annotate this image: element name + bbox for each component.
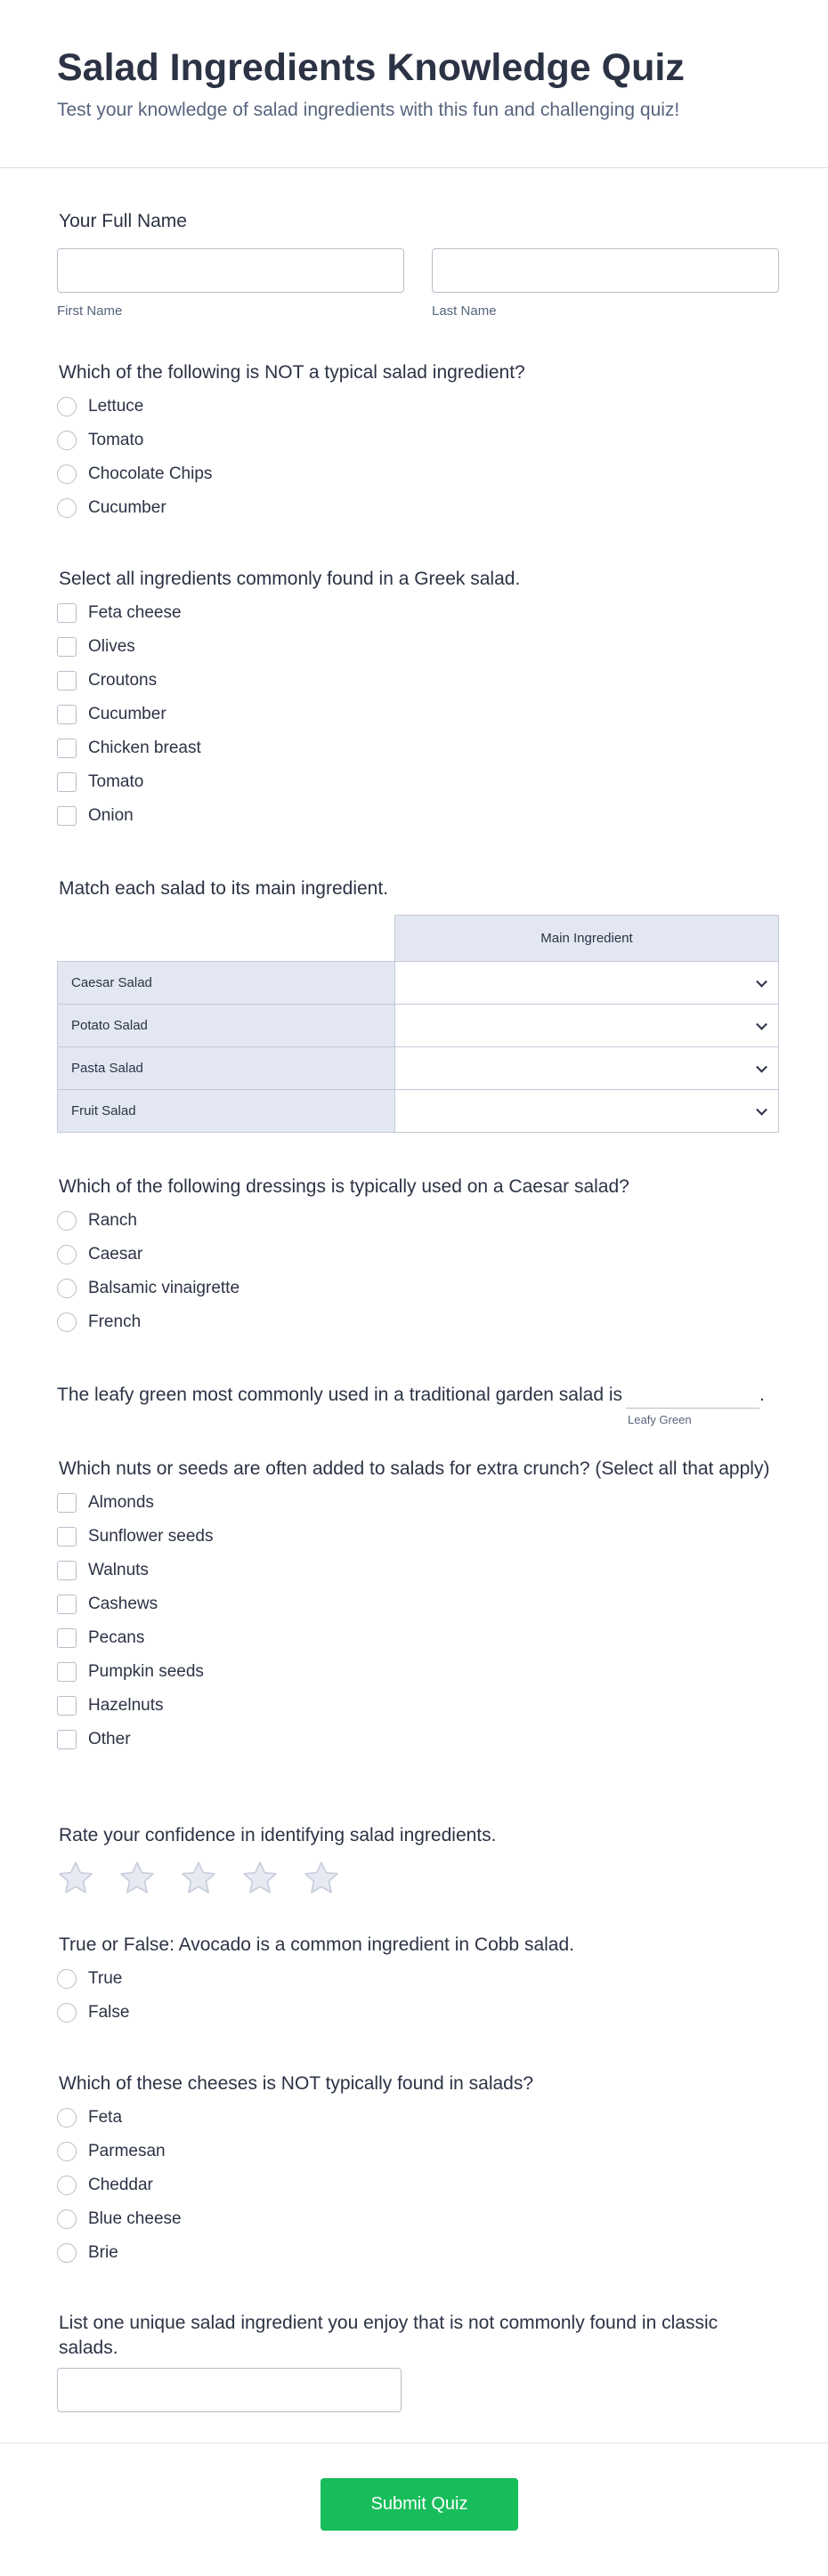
q9-question (59, 2071, 533, 2270)
q5-end: . (759, 1385, 765, 1405)
q5-fill-in-blank (57, 1385, 765, 1426)
matrix-row-label: Caesar Salad (58, 962, 395, 1005)
q10-text-input[interactable] (57, 2368, 402, 2412)
radio-button[interactable] (57, 431, 77, 450)
q5-text: The leafy green most commonly used in a traditional garden salad is (57, 1385, 623, 1405)
last-name-sublabel: Last Name (432, 303, 497, 319)
radio-button[interactable] (57, 498, 77, 518)
q9-option[interactable]: Brie (57, 2236, 533, 2270)
checkbox[interactable] (57, 671, 77, 690)
q6-option[interactable]: Hazelnuts (57, 1689, 771, 1723)
page-title: Salad Ingredients Knowledge Quiz (57, 46, 685, 89)
q8-option[interactable]: True (57, 1962, 574, 1996)
q2-question (59, 567, 520, 833)
q8-question (59, 1933, 574, 2030)
q4-option[interactable]: Balsamic vinaigrette (57, 1272, 629, 1305)
q2-option[interactable]: Tomato (57, 765, 520, 799)
radio-button[interactable] (57, 2142, 77, 2161)
q1-option[interactable]: Tomato (57, 424, 525, 457)
radio-button[interactable] (57, 1279, 77, 1298)
q9-option[interactable]: Blue cheese (57, 2202, 533, 2236)
radio-button[interactable] (57, 397, 77, 416)
first-name-input[interactable] (57, 248, 404, 293)
checkbox[interactable] (57, 1628, 77, 1648)
star-icon[interactable] (179, 1859, 218, 1898)
q2-label: Select all ingredients commonly found in a Greek salad. (59, 569, 521, 589)
full-name-label: Your Full Name (59, 211, 187, 231)
q2-option[interactable]: Croutons (57, 664, 520, 698)
q6-label: Which nuts or seeds are often added to salads for extra crunch? (Select all that apply) (59, 1458, 770, 1479)
checkbox[interactable] (57, 806, 77, 826)
q1-option[interactable]: Lettuce (57, 390, 525, 424)
star-icon[interactable] (240, 1859, 280, 1898)
q2-option[interactable]: Feta cheese (57, 596, 520, 630)
checkbox[interactable] (57, 1662, 77, 1682)
radio-button[interactable] (57, 2176, 77, 2195)
chevron-down-icon (756, 1103, 767, 1115)
form-header (0, 0, 828, 168)
q8-label: True or False: Avocado is a common ingredient in Cobb salad. (59, 1934, 574, 1955)
q6-question (59, 1457, 771, 1756)
checkbox[interactable] (57, 1696, 77, 1716)
matrix-row-label: Potato Salad (58, 1005, 395, 1047)
matrix-dropdown[interactable] (395, 962, 779, 1005)
q7-question (59, 1823, 496, 1898)
checkbox[interactable] (57, 1730, 77, 1749)
form-footer (0, 2443, 828, 2576)
q1-question (59, 360, 525, 525)
first-name-sublabel: First Name (57, 303, 123, 319)
radio-button[interactable] (57, 2003, 77, 2023)
q5-blank-input[interactable] (626, 1385, 759, 1426)
checkbox[interactable] (57, 603, 77, 623)
matrix-dropdown[interactable] (395, 1090, 779, 1133)
matrix-column-header: Main Ingredient (395, 916, 779, 962)
radio-button[interactable] (57, 1211, 77, 1231)
checkbox[interactable] (57, 739, 77, 758)
q2-option[interactable]: Onion (57, 799, 520, 833)
radio-button[interactable] (57, 464, 77, 484)
q5-blank-sublabel: Leafy Green (628, 1413, 692, 1426)
q10-label: List one unique salad ingredient you enjoy that is not commonly found in classic salads. (59, 2313, 718, 2358)
q6-option[interactable]: Almonds (57, 1486, 771, 1520)
q3-question (59, 876, 388, 901)
q3-label: Match each salad to its main ingredient. (59, 878, 389, 899)
star-icon[interactable] (118, 1859, 157, 1898)
q2-option[interactable]: Olives (57, 630, 520, 664)
matrix-row-label: Pasta Salad (58, 1047, 395, 1090)
q6-option[interactable]: Other (57, 1723, 771, 1756)
q6-option[interactable]: Pecans (57, 1621, 771, 1655)
q10-question (59, 2311, 771, 2412)
q4-question (59, 1175, 629, 1339)
q4-label: Which of the following dressings is typically used on a Caesar salad? (59, 1176, 629, 1197)
submit-button[interactable]: Submit Quiz (321, 2478, 518, 2531)
chevron-down-icon (756, 1018, 767, 1030)
q9-option[interactable]: Cheddar (57, 2168, 533, 2202)
checkbox[interactable] (57, 1595, 77, 1614)
full-name-question (59, 209, 781, 319)
q6-option[interactable]: Walnuts (57, 1554, 771, 1587)
q9-option[interactable]: Feta (57, 2101, 533, 2135)
matrix-row-label: Fruit Salad (58, 1090, 395, 1133)
q4-option[interactable]: Caesar (57, 1238, 629, 1272)
checkbox[interactable] (57, 637, 77, 657)
radio-button[interactable] (57, 1969, 77, 1989)
chevron-down-icon (756, 1061, 767, 1072)
last-name-input[interactable] (432, 248, 779, 293)
q2-option[interactable]: Chicken breast (57, 731, 520, 765)
q8-option[interactable]: False (57, 1996, 574, 2030)
checkbox[interactable] (57, 1493, 77, 1513)
q7-label: Rate your confidence in identifying salad ingredients. (59, 1825, 497, 1845)
radio-button[interactable] (57, 1312, 77, 1332)
matrix-dropdown[interactable] (395, 1005, 779, 1047)
q6-option[interactable]: Pumpkin seeds (57, 1655, 771, 1689)
radio-button[interactable] (57, 2209, 77, 2229)
checkbox[interactable] (57, 705, 77, 724)
q2-option[interactable]: Cucumber (57, 698, 520, 731)
radio-button[interactable] (57, 2243, 77, 2263)
q9-option[interactable]: Parmesan (57, 2135, 533, 2168)
checkbox[interactable] (57, 1527, 77, 1546)
chevron-down-icon (756, 975, 767, 987)
q1-option[interactable]: Chocolate Chips (57, 457, 525, 491)
match-matrix (57, 915, 779, 1133)
page-subtitle: Test your knowledge of salad ingredients with this fun and challenging quiz! (57, 100, 680, 120)
matrix-dropdown[interactable] (395, 1047, 779, 1090)
star-icon[interactable] (302, 1859, 341, 1898)
checkbox[interactable] (57, 1561, 77, 1580)
q6-option[interactable]: Sunflower seeds (57, 1520, 771, 1554)
radio-button[interactable] (57, 2108, 77, 2128)
star-icon[interactable] (56, 1859, 95, 1898)
q9-label: Which of these cheeses is NOT typically found in salads? (59, 2073, 534, 2094)
checkbox[interactable] (57, 772, 77, 792)
matrix-corner (58, 916, 395, 962)
radio-button[interactable] (57, 1245, 77, 1264)
q4-option[interactable]: French (57, 1305, 629, 1339)
q6-option[interactable]: Cashews (57, 1587, 771, 1621)
q1-label: Which of the following is NOT a typical salad ingredient? (59, 362, 525, 383)
q4-option[interactable]: Ranch (57, 1204, 629, 1238)
q1-option[interactable]: Cucumber (57, 491, 525, 525)
star-rating (56, 1859, 496, 1898)
